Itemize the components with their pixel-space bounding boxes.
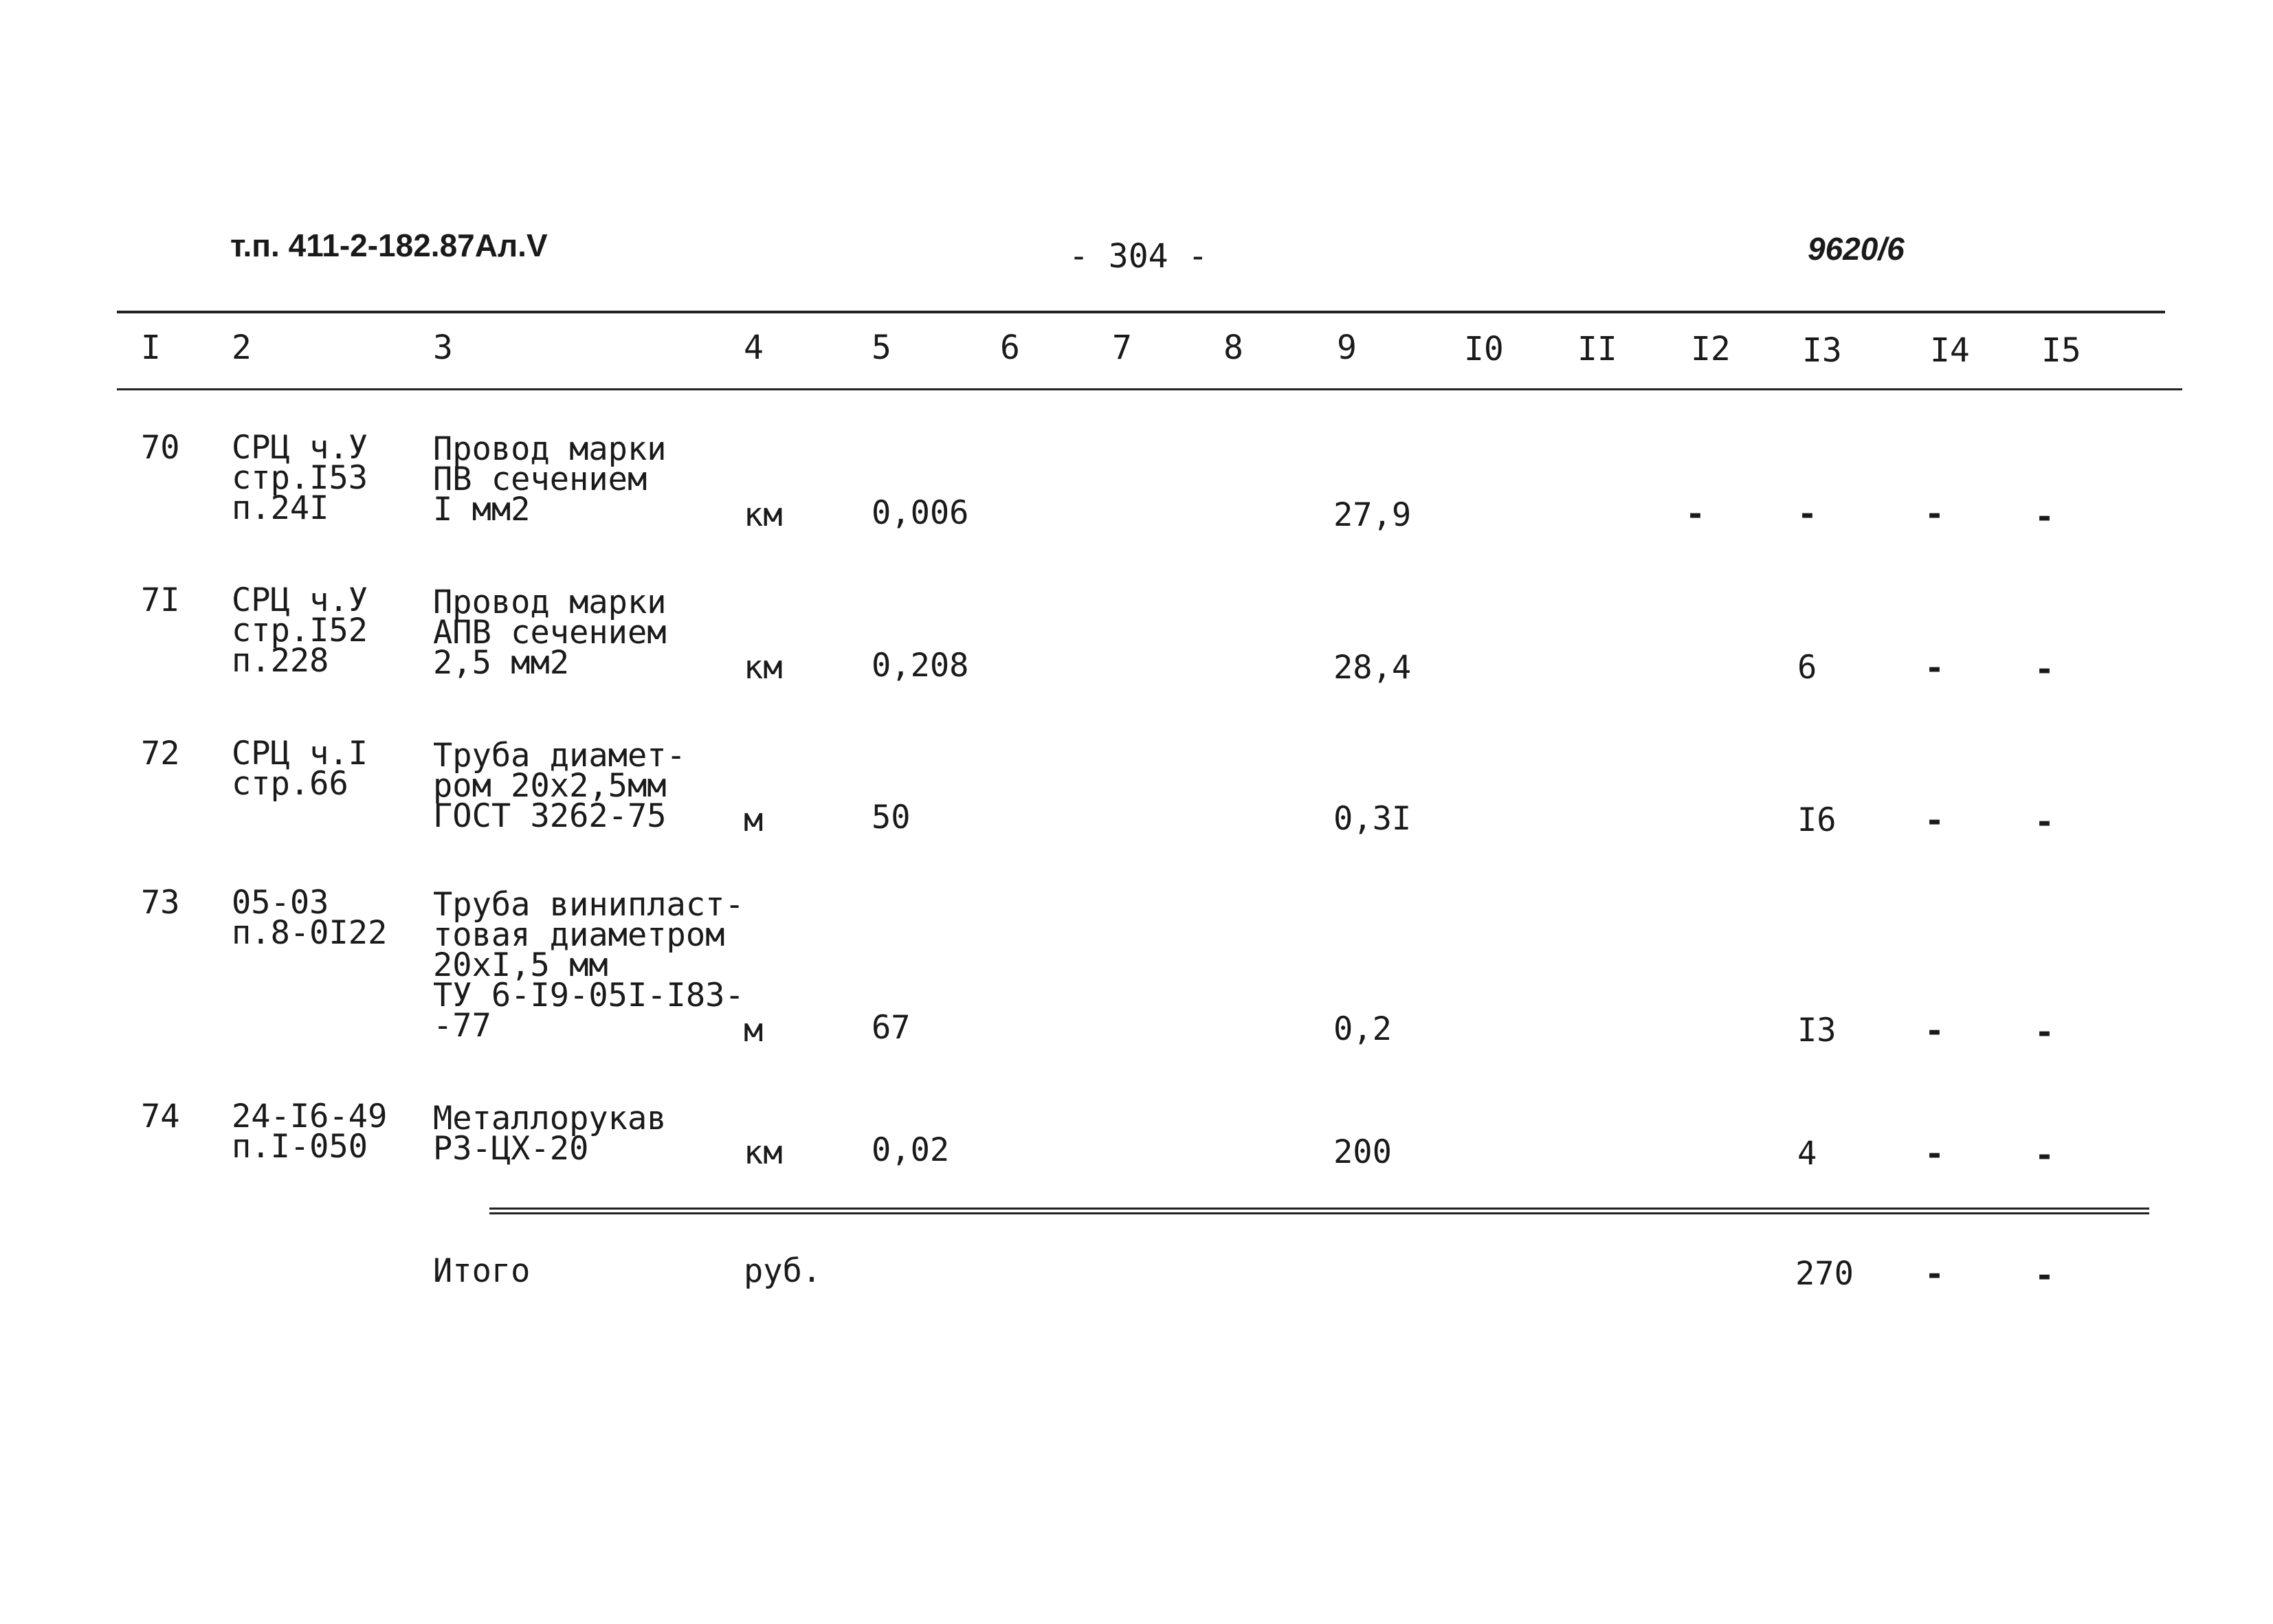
row-number: 74 (141, 1098, 180, 1135)
total-col15: - (2034, 1256, 2054, 1295)
row-number: 7I (141, 581, 180, 619)
row-col13: 4 (1797, 1135, 1817, 1172)
column-number: 4 (744, 329, 764, 367)
row-unit: км (744, 649, 783, 687)
row-reference: СРЦ ч.У стр.I53 п.24I (232, 429, 368, 527)
row-number: 70 (141, 429, 180, 467)
row-col14: - (1925, 649, 1944, 687)
row-quantity: 50 (872, 799, 911, 836)
column-number: I2 (1691, 330, 1731, 368)
document-code: т.п. 411-2-182.87Ал.V (230, 227, 548, 263)
row-reference: СРЦ ч.У стр.I52 п.228 (232, 581, 368, 680)
row-col13: I3 (1797, 1012, 1837, 1049)
page-number: - 304 - (1069, 237, 1208, 276)
row-price: 200 (1333, 1133, 1392, 1171)
row-col13: - (1797, 495, 1817, 533)
total-col13: 270 (1795, 1255, 1854, 1293)
row-col14: - (1925, 495, 1944, 533)
column-number: 9 (1337, 329, 1357, 367)
total-rule-upper (489, 1208, 2149, 1210)
total-label: Итого (433, 1252, 531, 1290)
row-unit: м (744, 801, 764, 839)
row-quantity: 67 (872, 1009, 911, 1047)
column-number: 7 (1112, 329, 1132, 367)
column-number: I3 (1802, 331, 1842, 370)
row-col15: - (2034, 498, 2054, 536)
row-quantity: 0,02 (872, 1131, 950, 1169)
row-col14: - (1925, 1012, 1944, 1050)
row-price: 0,3I (1333, 800, 1412, 838)
header-bottom-rule (117, 388, 2182, 390)
sheet-reference: 9620/6 (1808, 231, 1905, 267)
row-price: 0,2 (1333, 1010, 1392, 1048)
column-number: I4 (1930, 331, 1970, 370)
row-number: 73 (141, 884, 180, 922)
column-number: I (141, 329, 161, 367)
row-name: Труба диамет- ром 20х2,5мм ГОСТ 3262-75 (433, 737, 686, 835)
row-quantity: 0,208 (872, 647, 969, 685)
column-number: 5 (872, 329, 891, 367)
row-reference: 24-I6-49 п.I-050 (232, 1098, 388, 1166)
total-rule-lower (489, 1212, 2149, 1214)
row-name: Провод марки ПВ сечением I мм2 (433, 430, 667, 529)
column-number: 3 (433, 329, 453, 367)
row-col15: - (2034, 1136, 2054, 1175)
total-col14: - (1925, 1255, 1944, 1293)
row-col15: - (2034, 803, 2054, 841)
row-price: 27,9 (1333, 496, 1412, 534)
column-number: 8 (1223, 329, 1243, 367)
row-reference: СРЦ ч.I стр.66 (232, 735, 368, 803)
column-number: 2 (232, 329, 252, 367)
row-col14: - (1925, 801, 1944, 840)
row-name: Труба винипласт- товая диаметром 20хI,5 мм ТУ 6-I9-05I-I83- -77 (433, 886, 744, 1045)
row-col15: - (2034, 1013, 2054, 1052)
column-number: I5 (2041, 331, 2081, 370)
total-unit: руб. (744, 1252, 822, 1290)
row-col15: - (2034, 650, 2054, 689)
row-col12: - (1685, 495, 1705, 533)
row-quantity: 0,006 (872, 494, 969, 532)
row-reference: 05-03 п.8-0I22 (232, 884, 388, 952)
table-top-rule (117, 311, 2165, 313)
row-unit: км (744, 1134, 783, 1172)
row-name: Металлорукав РЗ-ЦХ-20 (433, 1100, 667, 1168)
column-number: I0 (1464, 330, 1504, 368)
row-unit: м (744, 1012, 764, 1049)
column-number: 6 (1000, 329, 1020, 367)
row-unit: км (744, 496, 783, 534)
row-name: Провод марки АПВ сечением 2,5 мм2 (433, 583, 667, 682)
row-price: 28,4 (1333, 649, 1412, 687)
row-col13: 6 (1797, 649, 1817, 687)
row-col13: I6 (1797, 801, 1837, 839)
row-number: 72 (141, 735, 180, 772)
column-number: II (1577, 330, 1617, 368)
row-col14: - (1925, 1135, 1944, 1173)
